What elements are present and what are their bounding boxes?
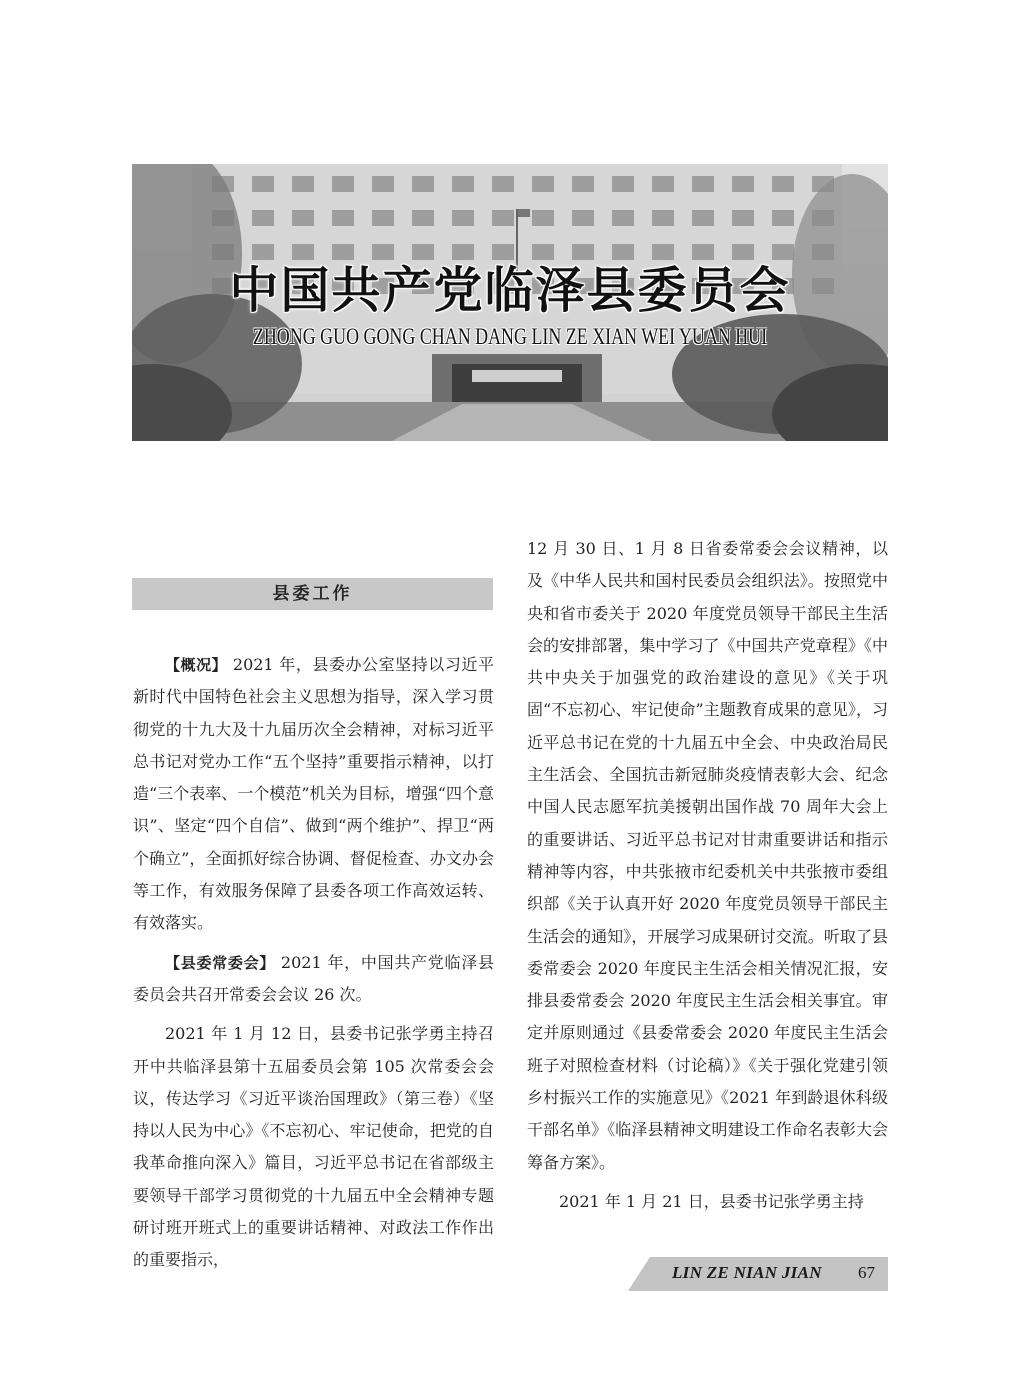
right-column <box>527 533 888 1218</box>
paragraph-meeting-0121: 2021 年 1 月 21 日，县委书记张学勇主持 <box>559 1191 864 1211</box>
standing-committee-label: 【县委常委会】 <box>165 953 276 972</box>
overview-label: 【概况】 <box>165 656 228 674</box>
journal-name: LIN ZE NIAN JIAN <box>672 1263 822 1282</box>
banner-subtitle: ZHONG GUO GONG CHAN DANG LIN ZE XIAN WEI YUAN HUI <box>252 324 768 349</box>
paragraph-overview <box>133 649 494 940</box>
banner-title: 中国共产党临泽县委员会 <box>229 262 791 319</box>
paragraph-meeting-0112: 2021 年 1 月 12 日，县委书记张学勇主持召开中共临泽县第十五届委员会第 105 次常委会会议，传达学习《习近平谈治国理政》（第三卷）《坚持以人民为中心》《不忘初心、牢记使命，把党的自我革命推向深入》篇目，习近平总书记在省部级主要领导干部学习贯彻党的十九届五中全会精神专题研讨班开班式上的重要讲话精神、对政法工作作出的重要指示， <box>133 1024 494 1270</box>
standing-committee-text: 2021 年，中国共产党临泽县委员会共召开常委会会议 26 次。 <box>133 952 494 1004</box>
left-column <box>133 649 494 1277</box>
banner <box>132 164 888 441</box>
page-number: 67 <box>858 1263 875 1282</box>
paragraph-continued: 12 月 30 日、1 月 8 日省委常委会会议精神，以及《中华人民共和国村民委员会组织法》。按照党中央和省市委关于 2020 年度党员领导干部民主生活会的安排部署，集中学习了《中国共产党章程》《中共中央关于加强党的政治建设的意见》《关于巩固“不忘初心、牢记使命”主题教育成果的意见》，习近平总书记在党的十九届五中全会、中央政治局民主生活会、全国抗击新冠肺炎疫情表彰大会、纪念中国人民志愿军抗美援朝出国作战 70 周年大会上的重要讲话、习近平总书记对甘肃重要讲话和指示精神等内容，中共张掖市纪委机关中共张掖市委组织部《关于认真开好 2020 年度党员领导干部民主生活会的通知》，开展学习成果研讨交流。听取了县委常委会 2020 年度民主生活会相关情况汇报，安排县委常委会 2020 年度民主生活会相关事宜。审定并原则通过《县委常委会 2020 年度民主生活会班子对照检查材料（讨论稿）》《关于强化党建引领乡村振兴工作的实施意见》《2021 年到龄退休科级干部名单》《临泽县精神文明建设工作命名表彰大会筹备方案》。 <box>527 539 888 1172</box>
overview-text: 2021 年，县委办公室坚持以习近平新时代中国特色社会主义思想为指导，深入学习贯彻党的十九大及十九届历次全会精神，对标习近平总书记对党办工作“五个坚持”重要指示精神，以打造“三个表率、一个模范”机关为目标，增强“四个意识”、坚定“四个自信”、做到“两个维护”、捍卫“两个确立”，全面抓好综合协调、督促检查、办文办会等工作，有效服务保障了县委各项工作高效运转、有效落实。 <box>133 655 494 933</box>
section-header: 县委工作 <box>132 578 493 610</box>
paragraph-standing-committee <box>133 947 494 1012</box>
